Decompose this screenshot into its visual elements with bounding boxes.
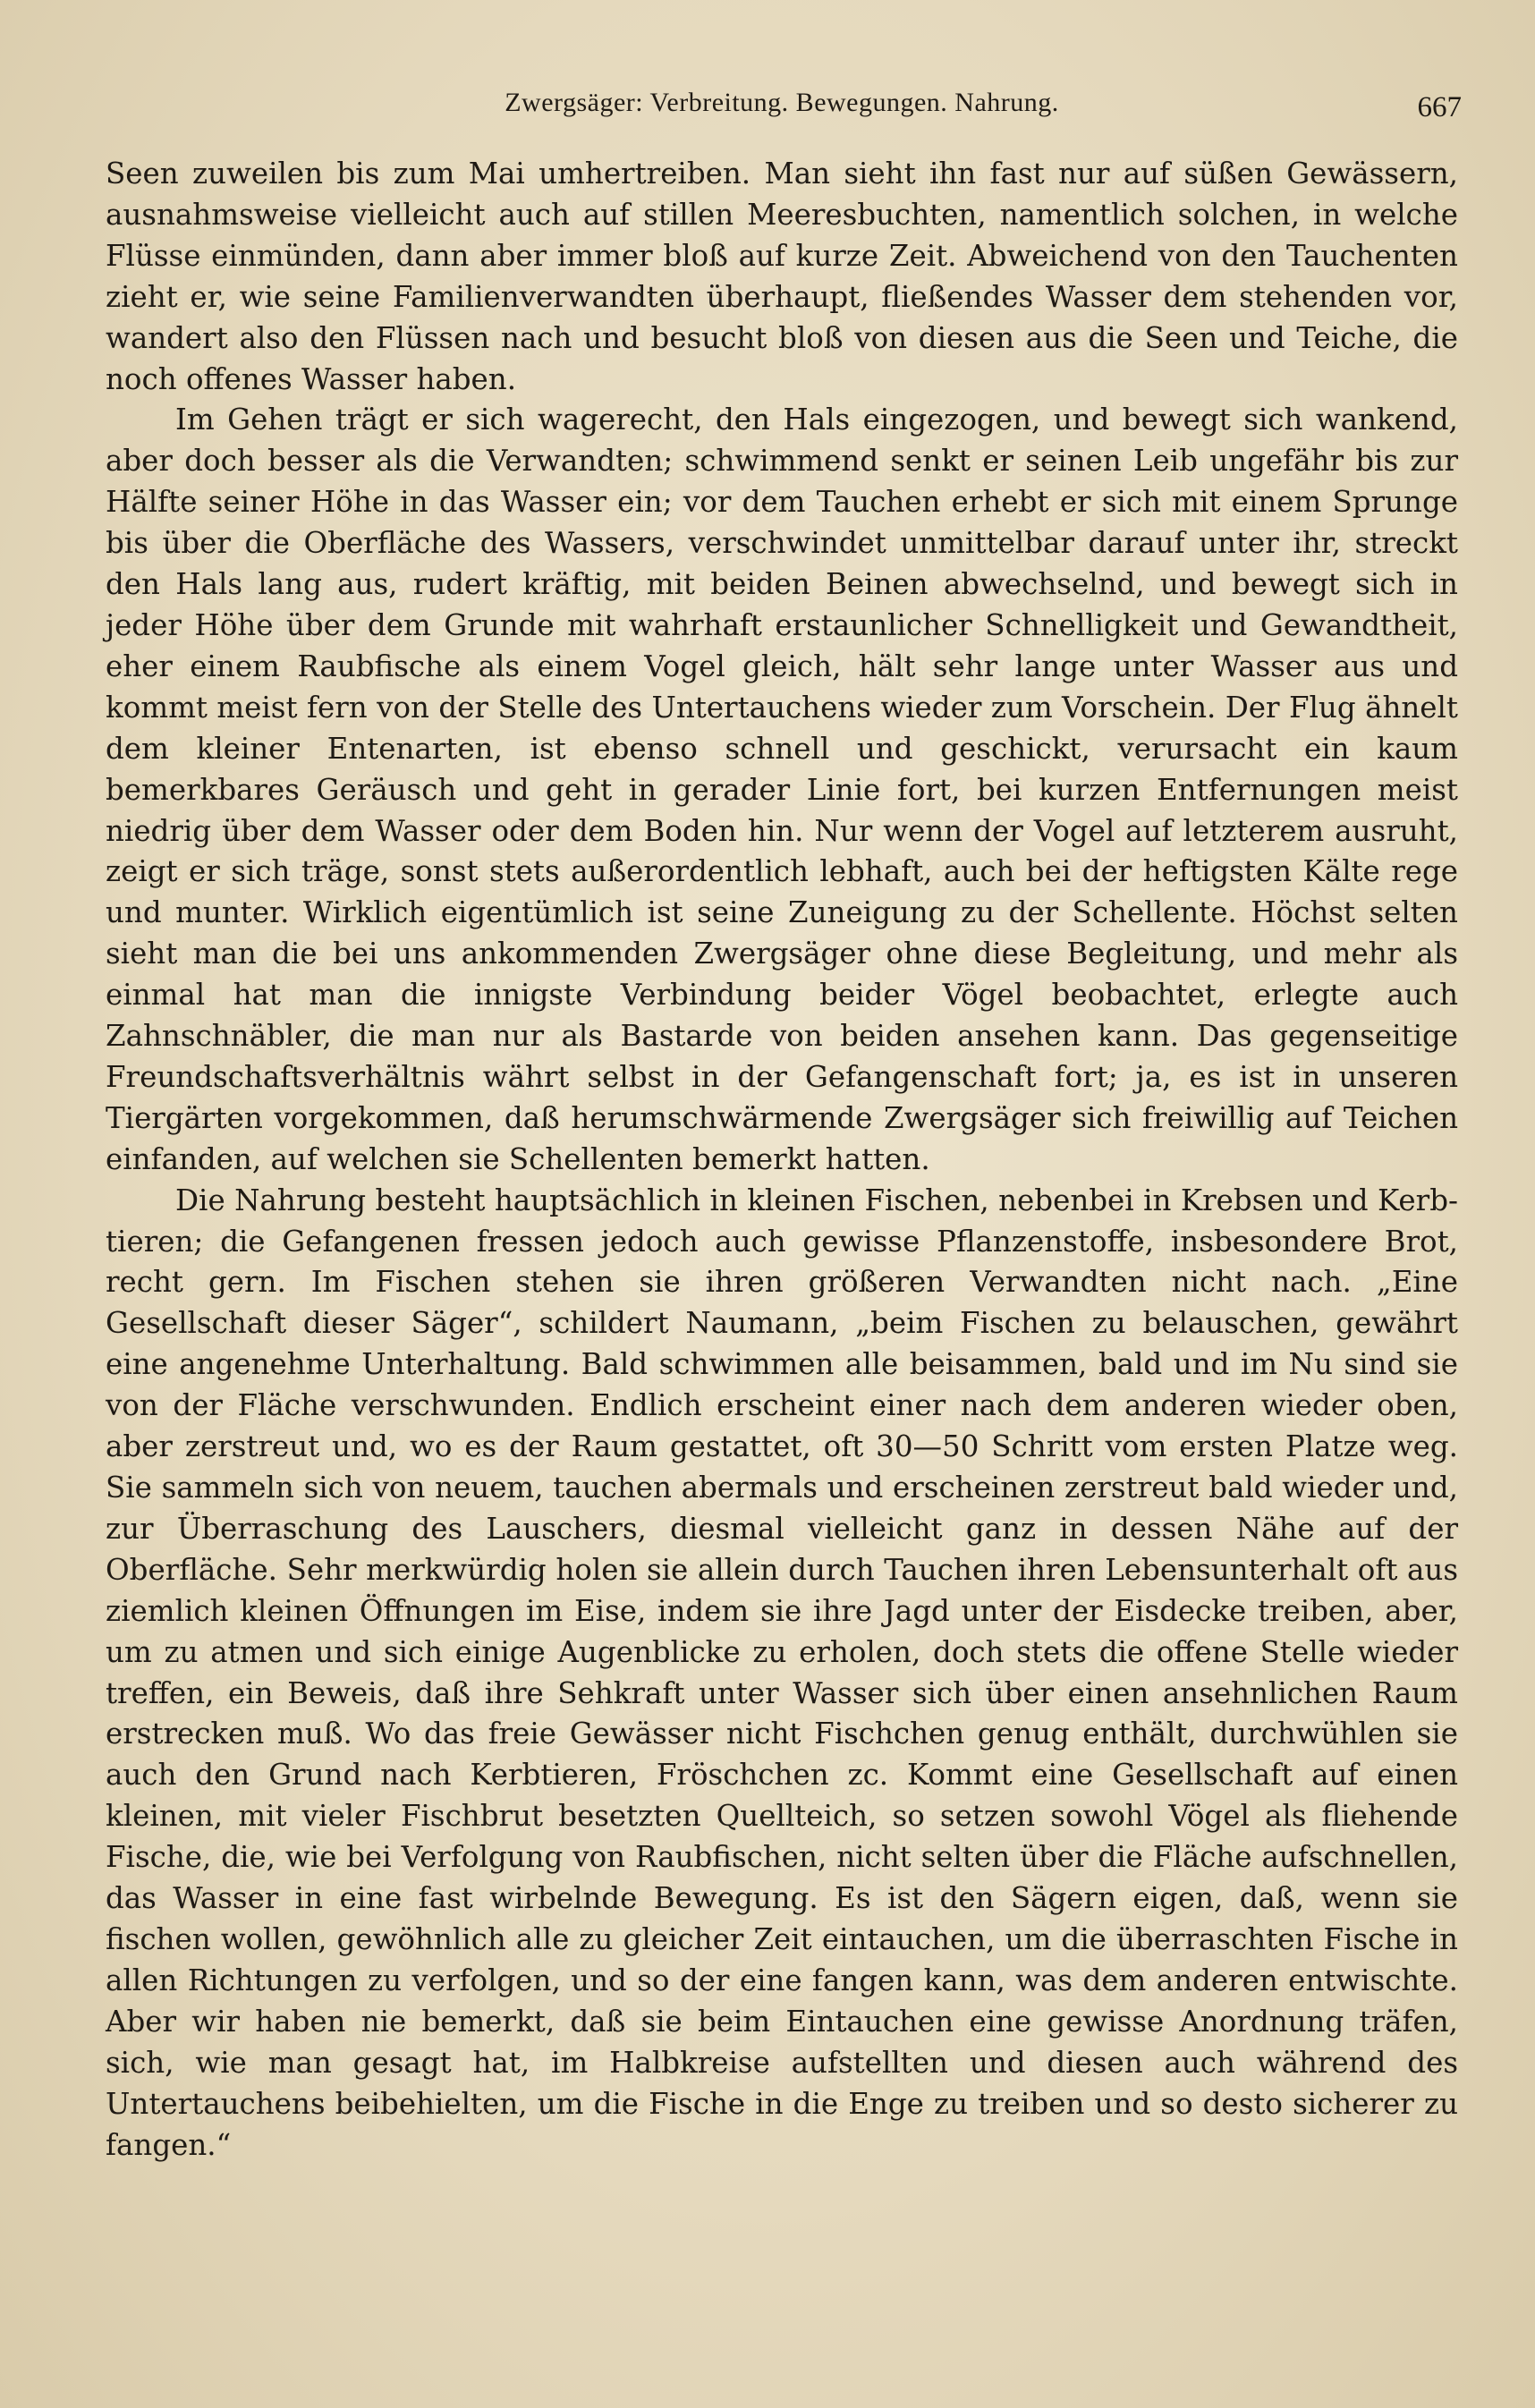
paragraph-movement: Im Gehen trägt er sich wagerecht, den Hals eingezogen, und bewegt sich wankend, aber doch besser als die Verwandten; schwimmend senkt er seinen Leib ungefähr bis zur Hälfte seiner Höhe in das Wasser ein; vor dem Tauchen erhebt er sich mit einem Sprunge bis über die Oberfläche des Wassers, verschwindet unmittelbar darauf unter ihr, streckt den Hals lang aus, rudert kräftig, mit beiden Beinen abwechselnd, und bewegt sich in jeder Höhe über dem Grunde mit wahrhaft erstaunlicher Schnelligkeit und Gewandtheit, eher einem Raubfische als einem Vogel gleich, hält sehr lange unter Wasser aus und kommt meist fern von der Stelle des Untertauchens wieder zum Vorschein. Der Flug ähnelt dem kleiner Entenarten, ist ebenso schnell und geschickt, verursacht ein kaum bemerkbares Geräusch und geht in gerader Linie fort, bei kurzen Entfernungen meist niedrig über dem Wasser oder dem Boden hin. Nur wenn der Vogel auf letzterem ausruht, zeigt er sich träge, sonst stets außerordentlich lebhaft, auch bei der heftigsten Kälte rege und munter. Wirklich eigentümlich ist seine Zuneigung zu der Schellente. Höchst selten sieht man die bei uns ankommenden Zwergsäger ohne diese Begleitung, und mehr als einmal hat man die innigste Verbindung beider Vögel beobachtet, erlegte auch Zahnschnäbler, die man nur als Bastarde von beiden ansehen kann. Das gegenseitige Freundschaftsverhältnis währt selbst in der Gefangenschaft fort; ja, es ist in unseren Tiergärten vorgekommen, daß herumschwärmende Zwergsäger sich freiwillig auf Teichen einfanden, auf welchen sie Schellenten bemerkt hatten. <box>106 403 1458 1176</box>
running-title: Zwergsäger: Verbreitung. Bewegungen. Nahrung. <box>505 88 1059 117</box>
paragraph-continuation: Seen zuweilen bis zum Mai umhertreiben. Man sieht ihn fast nur auf süßen Gewässern, ausnahmsweise vielleicht auch auf stillen Meeresbuchten, namentlich solchen, in welche Flüsse einmünden, dann aber immer bloß auf kurze Zeit. Abweichend von den Tauchenten zieht er, wie seine Familienverwandten überhaupt, fließendes Wasser dem stehenden vor, wandert also den Flüssen nach und besucht bloß von diesen aus die Seen und Teiche, die noch offenes Wasser haben. <box>106 157 1458 396</box>
paragraph-nutrition: Die Nahrung besteht hauptsächlich in kleinen Fischen, nebenbei in Krebsen und Kerbtieren; die Gefangenen fressen jedoch auch gewisse Pflanzenstoffe, insbesondere Brot, recht gern. Im Fischen stehen sie ihren größeren Verwandten nicht nach. „Eine Gesellschaft dieser Säger“, schildert Naumann, „beim Fischen zu belauschen, gewährt eine angenehme Unterhaltung. Bald schwimmen alle beisammen, bald und im Nu sind sie von der Fläche verschwunden. Endlich erscheint einer nach dem anderen wieder oben, aber zerstreut und, wo es der Raum gestattet, oft 30—50 Schritt vom ersten Platze weg. Sie sammeln sich von neuem, tauchen abermals und erscheinen zerstreut bald wieder und, zur Überraschung des Lauschers, diesmal vielleicht ganz in dessen Nähe auf der Oberfläche. Sehr merkwürdig holen sie allein durch Tauchen ihren Lebensunterhalt oft aus ziemlich kleinen Öffnungen im Eise, indem sie ihre Jagd unter der Eisdecke treiben, aber, um zu atmen und sich einige Augenblicke zu erholen, doch stets die offene Stelle wieder treffen, ein Beweis, daß ihre Sehkraft unter Wasser sich über einen ansehnlichen Raum erstrecken muß. Wo das freie Gewässer nicht Fischchen genug enthält, durchwühlen sie auch den Grund nach Kerbtieren, Fröschchen zc. Kommt eine Gesellschaft auf einen kleinen, mit vieler Fischbrut besetzten Quellteich, so setzen sowohl Vögel als fliehende Fische, die, wie bei Verfolgung von Raubfischen, nicht selten über die Fläche aufschnellen, das Wasser in eine fast wirbelnde Bewegung. Es ist den Sägern eigen, daß, wenn sie fischen wollen, gewöhnlich alle zu gleicher Zeit eintauchen, um die überraschten Fische in allen Richtungen zu verfolgen, und so der eine fangen kann, was dem anderen entwischte. Aber wir haben nie bemerkt, daß sie beim Eintauchen eine gewisse Anordnung träfen, sich, wie man gesagt hat, im Halbkreise aufstellten und diesen auch während des Untertauchens beibehielten, um die Fische in die Enge zu treiben und so desto sicherer zu fangen.“ <box>106 1183 1458 2162</box>
body-text <box>106 154 1458 2166</box>
running-head <box>106 82 1462 136</box>
book-page <box>106 82 1462 2166</box>
page-number: 667 <box>1417 91 1462 123</box>
